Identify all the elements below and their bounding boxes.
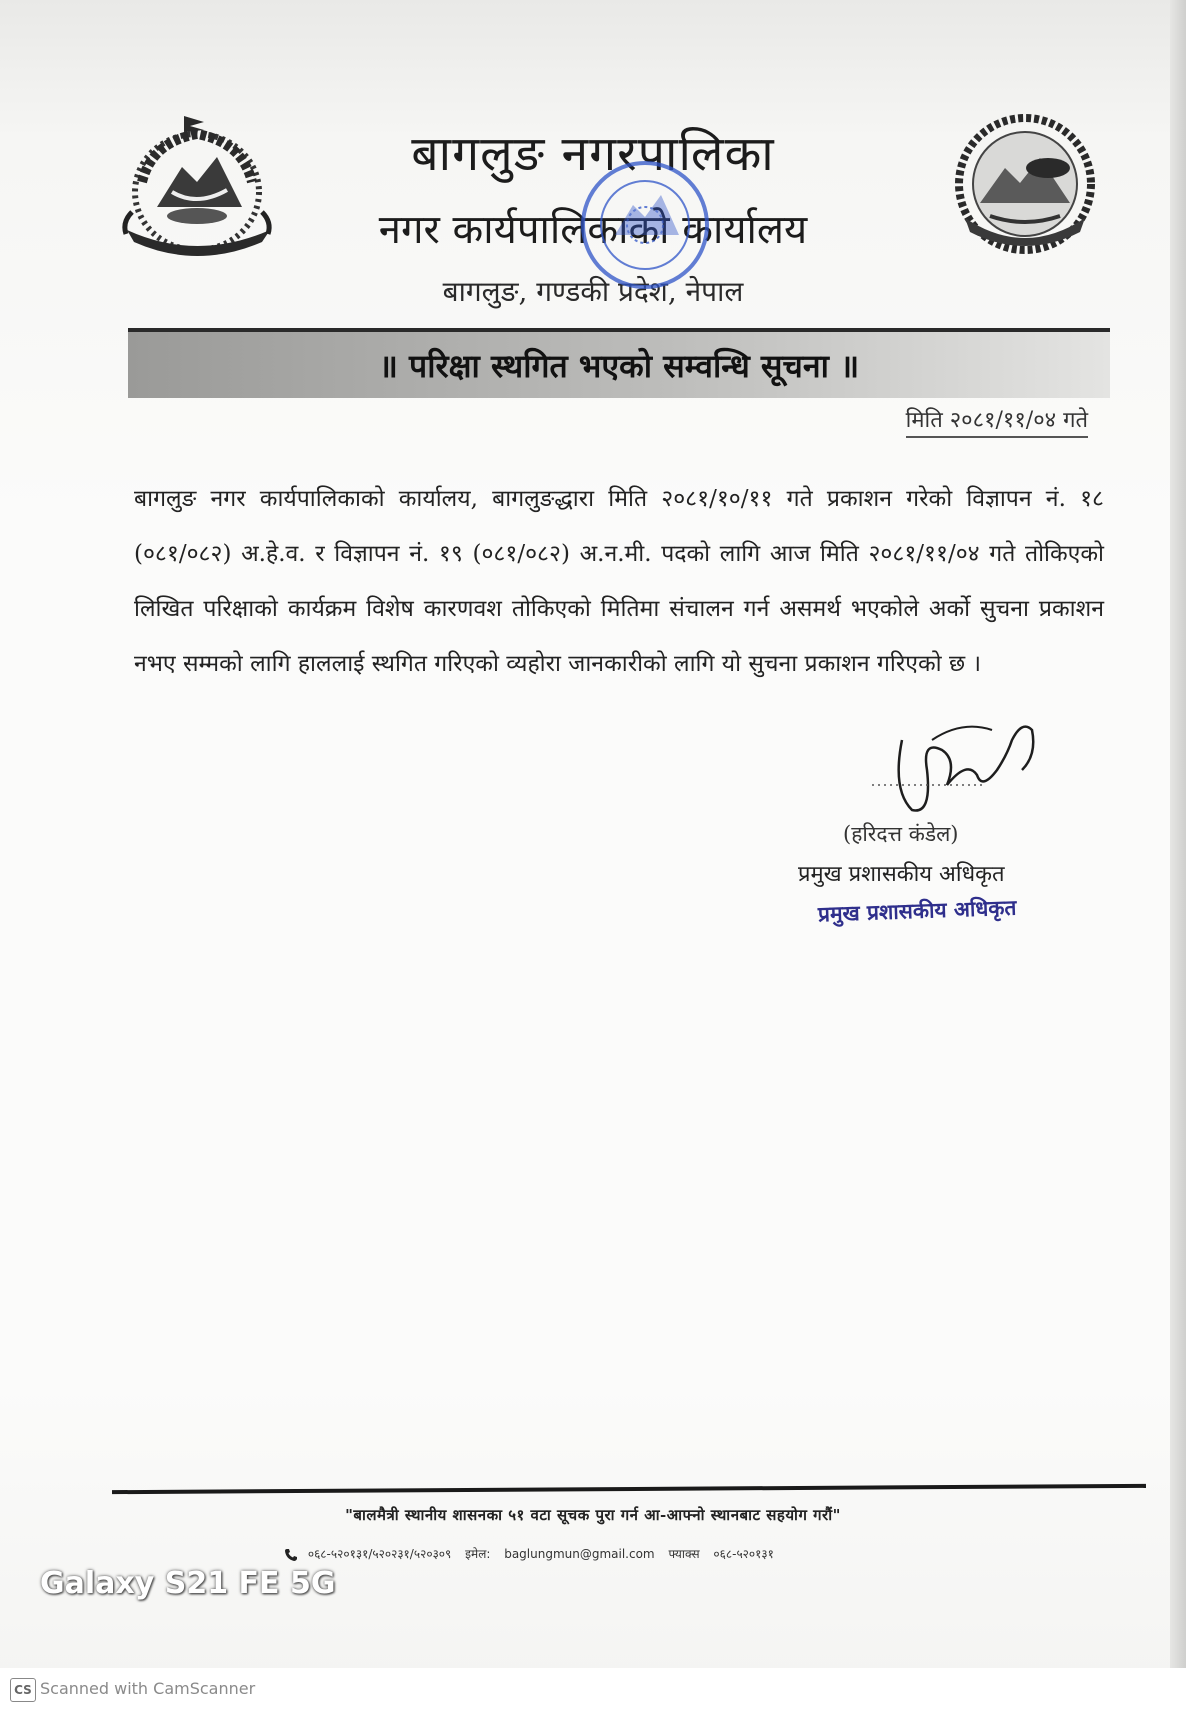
municipality-name: बागलुङ नगरपालिका [411, 126, 775, 182]
footer-contact [284, 1545, 784, 1562]
camera-watermark: Galaxy S21 FE 5G [40, 1566, 336, 1601]
footer-divider [112, 1484, 1146, 1494]
office-address: बागलुङ, गण्डकी प्रदेश, नेपाल [442, 275, 744, 308]
notice-body: बागलुङ नगर कार्यपालिकाको कार्यालय, बागलुङद्धारा मिति २०८१/१०/११ गते प्रकाशन गरेको विज्ञापन नं. १८ (०८१/०८२) अ.हे.व. र विज्ञापन नं. १९ (०८१/०८२) अ.न.मी. पदको लागि आज मिति २०८१/११/०४ गते तोकिएको लिखित परिक्षाको कार्यक्रम विशेष कारणवश तोकिएको मितिमा संचालन गर्न असमर्थ भएकोले अर्को सुचना प्रकाशन नभए सम्मको लागि हाललाई स्थगित गरिएको व्यहोरा जानकारीको लागि यो सुचना प्रकाशन गरिएको छ । [134, 486, 1104, 677]
signatory-title: प्रमुख प्रशासकीय अधिकृत [798, 862, 1005, 887]
notice-date: मिति २०८१/११/०४ गते [906, 404, 1088, 438]
footer-fax: ०६८-५२०१३१ [713, 1547, 774, 1561]
scanner-footer-bar [0, 1668, 1186, 1731]
signatory-title-stamp: प्रमुख प्रशासकीय अधिकृत [817, 894, 1017, 927]
phone-icon [284, 1548, 298, 1562]
footer-fax-label: फ्याक्स [668, 1547, 700, 1561]
notice-title-banner [128, 328, 1110, 398]
office-seal-stamp-icon [575, 155, 715, 295]
footer-email-label: इमेल: [465, 1547, 491, 1561]
footer-slogan: "बालमैत्री स्थानीय शासनका ५१ वटा सूचक पुरा गर्न आ-आफ्नो स्थानबाट सहयोग गरौं" [345, 1506, 841, 1524]
camscanner-logo-icon: CS [10, 1678, 36, 1702]
notice-title: ॥ परिक्षा स्थगित भएको सम्वन्धि सूचना ॥ [378, 347, 860, 385]
scanner-credit: Scanned with CamScanner [40, 1679, 256, 1698]
office-name: नगर कार्यपालिकाको कार्यालय [378, 207, 808, 253]
footer-phone: ०६८-५२०१३१/५२०२३१/५२०३०९ [307, 1547, 452, 1561]
signatory-name: (हरिदत्त कंडेल) [843, 822, 959, 846]
handwritten-signature [872, 700, 1042, 820]
footer-email: baglungmun@gmail.com [504, 1547, 655, 1561]
page-edge-shadow [1170, 0, 1186, 1731]
